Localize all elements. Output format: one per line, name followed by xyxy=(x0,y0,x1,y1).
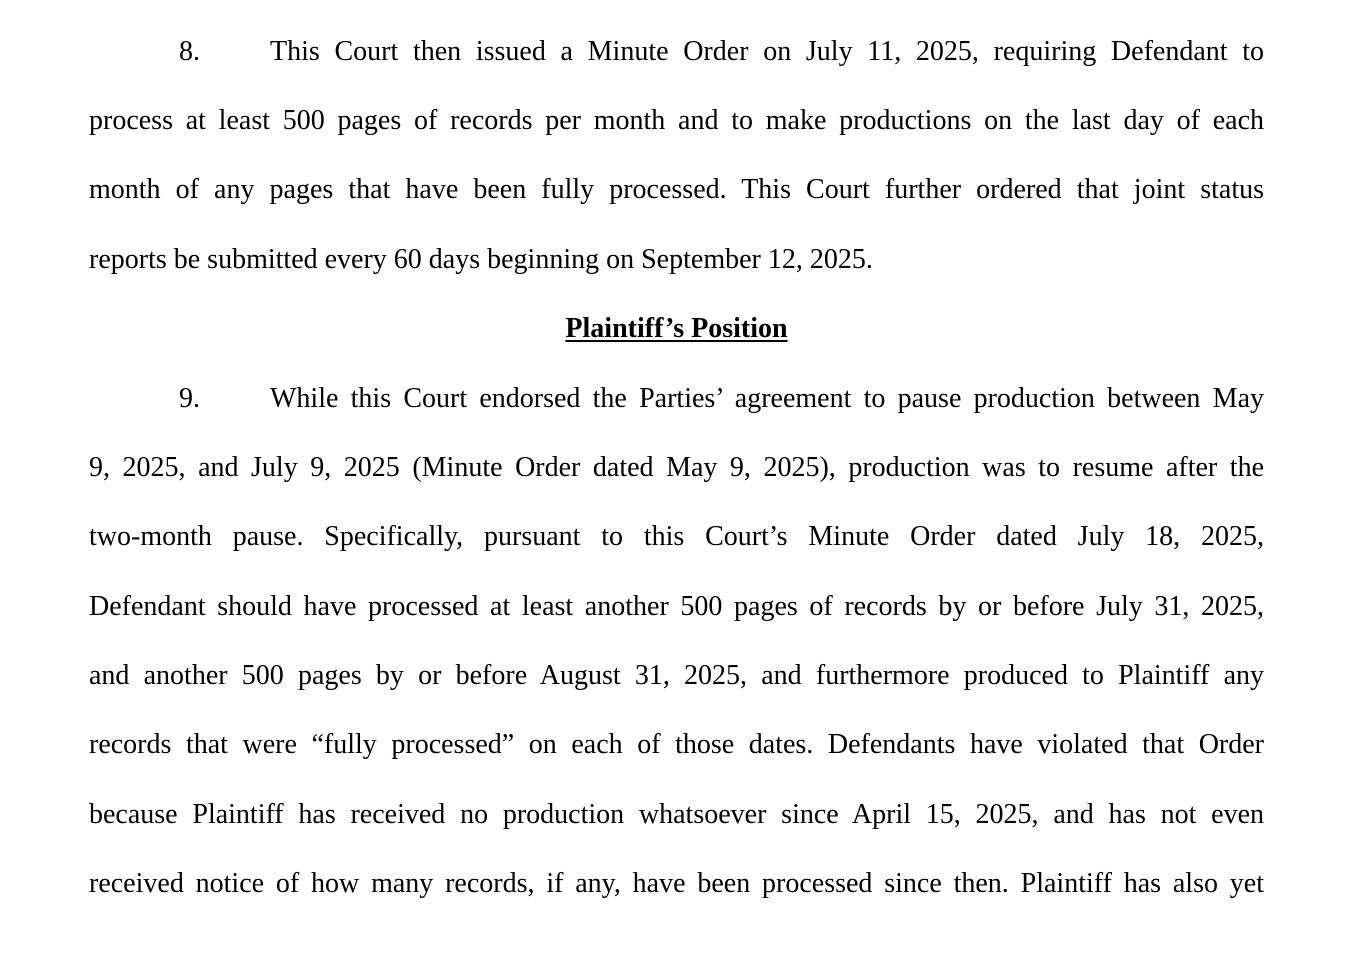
paragraph-number: 9. xyxy=(179,383,200,414)
paragraph-line: and another 500 pages by or before August 31, 2025, and furthermore produced to Plaintiff any xyxy=(89,660,1264,691)
paragraph-line: Defendant should have processed at least another 500 pages of records by or before July 31, 2025, xyxy=(89,591,1264,622)
paragraph-line: records that were “fully processed” on each of those dates. Defendants have violated that Order xyxy=(89,729,1264,760)
paragraph-number: 8. xyxy=(179,36,200,67)
paragraph-line: While this Court endorsed the Parties’ agreement to pause production between May xyxy=(270,383,1264,414)
paragraph-line: reports be submitted every 60 days beginning on September 12, 2025. xyxy=(89,244,873,275)
paragraph-line: This Court then issued a Minute Order on July 11, 2025, requiring Defendant to xyxy=(270,36,1264,67)
paragraph-line: 9, 2025, and July 9, 2025 (Minute Order dated May 9, 2025), production was to resume after the xyxy=(89,452,1264,483)
paragraph-line: because Plaintiff has received no production whatsoever since April 15, 2025, and has not even xyxy=(89,799,1264,830)
paragraph-line: month of any pages that have been fully processed. This Court further ordered that joint status xyxy=(89,174,1264,205)
section-heading-text: Plaintiff’s Position xyxy=(565,313,788,344)
section-heading xyxy=(0,311,1353,347)
paragraph-line: process at least 500 pages of records per month and to make productions on the last day of each xyxy=(89,105,1264,136)
paragraph-line: received notice of how many records, if any, have been processed since then. Plaintiff has also yet xyxy=(89,868,1264,899)
paragraph-line: two-month pause. Specifically, pursuant to this Court’s Minute Order dated July 18, 2025, xyxy=(89,521,1264,552)
